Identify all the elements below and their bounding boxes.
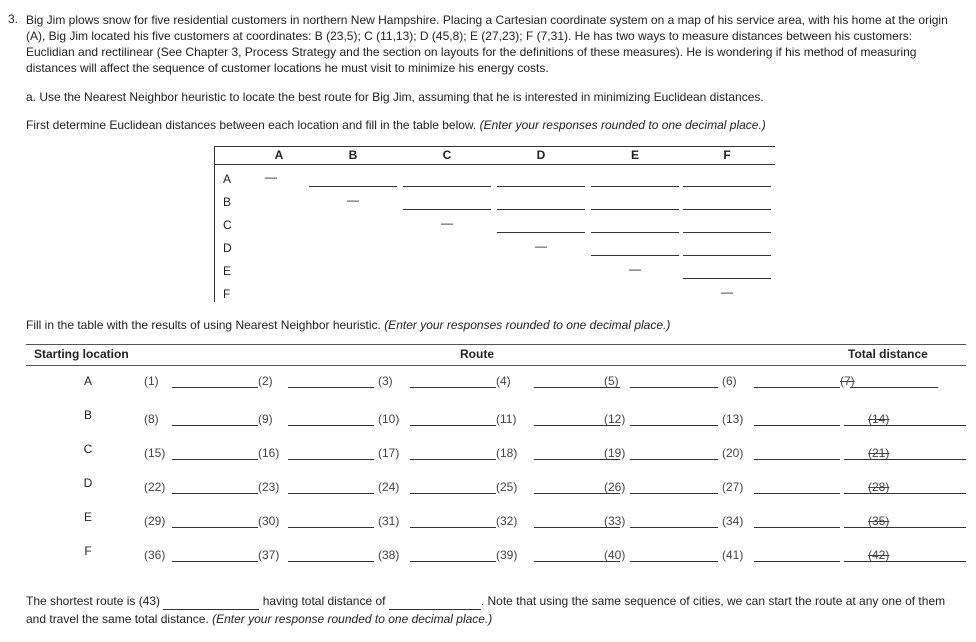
route-cell-input[interactable] [172,459,258,460]
route-cell-input[interactable] [410,493,496,494]
route-cell-label: (31) [378,514,400,528]
distance-input-b-d[interactable] [497,209,585,210]
total-distance-input[interactable] [844,459,966,460]
total-distance-label: (21) [868,446,890,460]
route-cell-label: (5) [604,374,619,388]
column-header-d: D [536,148,546,162]
route-cell-label: (41) [722,548,744,562]
total-distance-input[interactable] [389,597,481,610]
route-cell-label: (19) [604,446,626,460]
route-cell-input[interactable] [410,561,496,562]
route-cell-input[interactable] [754,561,840,562]
route-cell-label: (34) [722,514,744,528]
column-header-c: C [442,148,452,162]
column-header-e: E [630,148,639,162]
distance-input-d-e[interactable] [591,255,679,256]
header-route: Route [460,347,494,361]
route-cell-label: (23) [258,480,280,494]
route-cell-input[interactable] [172,493,258,494]
route-cell-label: (36) [144,548,166,562]
start-location-c: C [83,442,93,456]
total-distance-label: (7) [840,374,855,388]
route-cell-label: (9) [258,412,273,426]
distance-input-e-f[interactable] [683,278,771,279]
route-cell-label: (6) [722,374,737,388]
row-label-a: A [223,172,232,186]
route-cell-label: (39) [496,548,518,562]
distance-input-a-d[interactable] [497,186,585,187]
distance-input-d-f[interactable] [683,255,771,256]
route-cell-label: (29) [144,514,166,528]
problem-text: Big Jim plows snow for five residential customers in northern New Hampshire. Placing a Cartesian coordinate system on a map of his service area, with his home at the origin (A), Big Jim located his five customers at coordinates: B (23,5); C (11,13); D (45,8); E (27,23); F (7,31). He has two ways to measure distances between his customers: Euclidian and rectilinear (See Chapter 3, Process Strategy and the section on layouts for the definitions of these measures). He is wondering if his method of measuring distances will affect the sequence of customer locations he must visit to minimize his energy costs. [26,13,948,75]
route-cell-input[interactable] [754,459,840,460]
route-cell-label: (20) [722,446,744,460]
diagonal-f: — [721,285,733,299]
distance-input-a-b[interactable] [309,186,397,187]
start-location-e: E [83,510,92,524]
shortest-route-input[interactable] [163,597,259,610]
row-label-d: D [223,241,232,255]
header-starting-location: Starting location [34,347,129,361]
route-cell-input[interactable] [288,493,374,494]
route-cell-label: (8) [144,412,159,426]
question-number: 3. [8,12,19,26]
final-text-2: having total distance of [262,594,386,608]
route-cell-input[interactable] [288,527,374,528]
route-cell-input[interactable] [630,561,718,562]
final-text-3: . Note that using the same sequence of cities, we can start the route at any one of them and travel the same total distance. [26,594,946,626]
total-distance-label: (14) [868,412,890,426]
total-distance-label: (28) [868,480,890,494]
route-cell-input[interactable] [754,493,840,494]
route-cell-label: (38) [378,548,400,562]
diagonal-d: — [535,239,547,253]
route-cell-label: (4) [496,374,511,388]
total-distance-input[interactable] [844,527,966,528]
total-distance-input[interactable] [850,387,938,388]
route-cell-label: (32) [496,514,518,528]
route-cell-input[interactable] [630,387,718,388]
route-cell-input[interactable] [410,527,496,528]
row-label-e: E [223,264,232,278]
route-cell-input[interactable] [288,387,374,388]
distance-input-b-c[interactable] [403,209,491,210]
distance-instruction-note: (Enter your responses rounded to one decimal place.) [479,118,766,132]
route-cell-label: (26) [604,480,626,494]
part-a-prompt: a. Use the Nearest Neighbor heuristic to locate the best route for Big Jim, assuming that he is interested in minimizing Euclidean distances. [26,90,764,104]
start-location-b: B [83,408,92,422]
route-cell-input[interactable] [410,425,496,426]
row-label-c: C [223,218,232,232]
route-cell-label: (33) [604,514,626,528]
route-cell-input[interactable] [172,387,258,388]
row-label-f: F [223,287,231,301]
total-distance-input[interactable] [844,561,966,562]
route-cell-input[interactable] [754,425,840,426]
route-cell-input[interactable] [288,459,374,460]
route-cell-label: (3) [378,374,393,388]
route-cell-input[interactable] [410,387,496,388]
column-header-a: A [274,148,284,162]
route-cell-label: (25) [496,480,518,494]
route-cell-input[interactable] [410,459,496,460]
start-location-f: F [84,544,92,558]
distance-input-a-e[interactable] [591,186,679,187]
nn-instruction-note: (Enter your responses rounded to one decimal place.) [384,318,671,332]
column-header-f: F [723,148,731,162]
diagonal-e: — [629,262,641,276]
route-cell-label: (22) [144,480,166,494]
distance-input-b-f[interactable] [683,209,771,210]
route-cell-input[interactable] [288,425,374,426]
route-cell-label: (16) [258,446,280,460]
distance-table [214,146,775,302]
route-cell-label: (24) [378,480,400,494]
route-cell-label: (13) [722,412,744,426]
route-cell-label: (40) [604,548,626,562]
total-distance-input[interactable] [844,425,966,426]
distance-instruction [26,118,766,132]
nn-instruction [26,318,670,332]
route-cell-label: (27) [722,480,744,494]
route-cell-input[interactable] [754,387,840,388]
route-cell-input[interactable] [630,493,718,494]
nn-table-top-border [26,344,966,345]
route-cell-input[interactable] [172,425,258,426]
route-cell-input[interactable] [754,527,840,528]
final-note: (Enter your response rounded to one decimal place.) [212,612,493,626]
header-total-distance: Total distance [848,347,928,361]
total-distance-label: (35) [868,514,890,528]
route-cell-label: (1) [144,374,159,388]
nn-instruction-text: Fill in the table with the results of using Nearest Neighbor heuristic. [26,318,381,332]
route-cell-label: (17) [378,446,400,460]
row-label-b: B [223,195,232,209]
route-cell-label: (2) [258,374,273,388]
total-distance-label: (42) [868,548,890,562]
route-cell-input[interactable] [630,459,718,460]
route-cell-label: (15) [144,446,166,460]
nn-table-header-border [26,365,966,366]
route-cell-label: (12) [604,412,626,426]
route-cell-label: (10) [378,412,400,426]
route-cell-input[interactable] [630,425,718,426]
route-cell-input[interactable] [288,561,374,562]
route-cell-label: (30) [258,514,280,528]
start-location-d: D [83,476,93,490]
route-cell-input[interactable] [172,527,258,528]
route-cell-label: (37) [258,548,280,562]
diagonal-c: — [441,216,453,230]
start-location-a: A [83,374,92,388]
nn-table [26,344,966,566]
route-cell-label: (18) [496,446,518,460]
final-text-1: The shortest route is (43) [26,594,161,608]
route-cell-input[interactable] [172,561,258,562]
diagonal-a: — [265,170,277,184]
distance-instruction-text: First determine Euclidean distances between each location and fill in the table below. [26,118,477,132]
distance-input-b-e[interactable] [591,209,679,210]
column-header-b: B [348,148,358,162]
distance-input-c-f[interactable] [683,232,771,233]
diagonal-b: — [347,193,359,207]
total-distance-input[interactable] [844,493,966,494]
distance-input-c-d[interactable] [497,232,585,233]
distance-input-a-f[interactable] [683,186,771,187]
route-cell-input[interactable] [630,527,718,528]
distance-input-a-c[interactable] [403,186,491,187]
final-answer [26,592,966,628]
route-cell-label: (11) [496,412,517,426]
distance-input-c-e[interactable] [591,232,679,233]
